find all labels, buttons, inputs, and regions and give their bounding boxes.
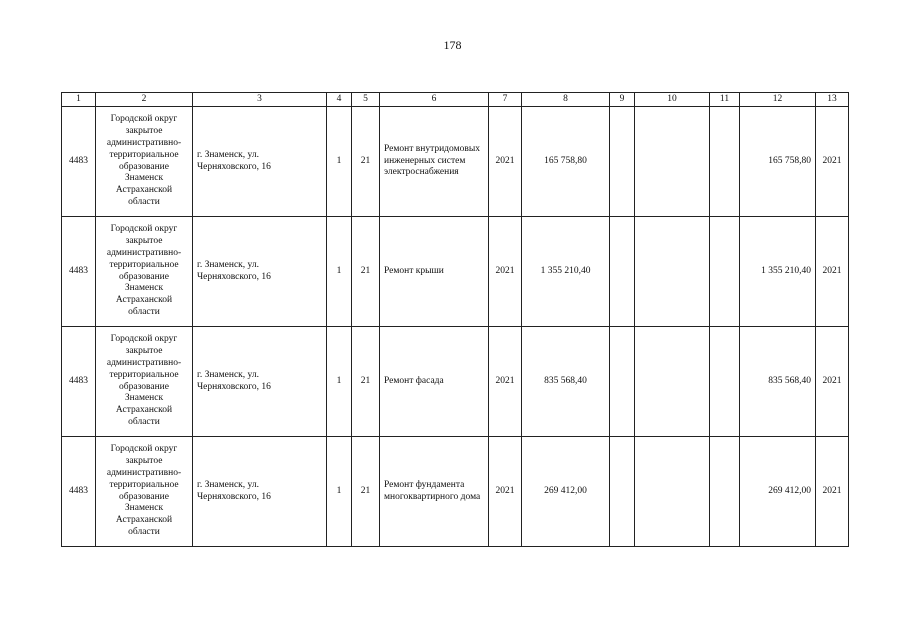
work-type-cell: Ремонт фундамента многоквартирного дома (380, 437, 489, 547)
cost-cell: 835 568,40 (522, 327, 610, 437)
year-end-cell: 2021 (816, 107, 849, 217)
address-cell: г. Знаменск, ул. Черняховского, 16 (193, 327, 327, 437)
work-type-cell: Ремонт внутридомовых инженерных систем электроснабжения (380, 107, 489, 217)
col11-cell (710, 437, 740, 547)
col4-cell: 1 (327, 437, 352, 547)
col11-cell (710, 217, 740, 327)
col10-cell (635, 437, 710, 547)
column-header: 5 (352, 93, 380, 107)
total-cell: 269 412,00 (740, 437, 816, 547)
municipality-cell: Городской округ закрытое административно-территориальное образование Знаменск Астраханской области (96, 107, 193, 217)
year-end-cell: 2021 (816, 327, 849, 437)
total-cell: 165 758,80 (740, 107, 816, 217)
municipality-cell: Городской округ закрытое административно-территориальное образование Знаменск Астраханской области (96, 217, 193, 327)
row-id-cell: 4483 (62, 217, 96, 327)
address-cell: г. Знаменск, ул. Черняховского, 16 (193, 107, 327, 217)
column-header: 13 (816, 93, 849, 107)
col4-cell: 1 (327, 217, 352, 327)
municipality-cell: Городской округ закрытое административно-территориальное образование Знаменск Астраханской области (96, 437, 193, 547)
col4-cell: 1 (327, 327, 352, 437)
row-id-cell: 4483 (62, 107, 96, 217)
column-header: 8 (522, 93, 610, 107)
col9-cell (610, 437, 635, 547)
col11-cell (710, 327, 740, 437)
col9-cell (610, 327, 635, 437)
table-row (62, 327, 849, 437)
column-header: 1 (62, 93, 96, 107)
work-type-cell: Ремонт фасада (380, 327, 489, 437)
column-header: 10 (635, 93, 710, 107)
year-cell: 2021 (489, 217, 522, 327)
address-cell: г. Знаменск, ул. Черняховского, 16 (193, 437, 327, 547)
column-header: 9 (610, 93, 635, 107)
row-id-cell: 4483 (62, 327, 96, 437)
page-number: 178 (443, 38, 462, 52)
col9-cell (610, 217, 635, 327)
column-header: 3 (193, 93, 327, 107)
year-cell: 2021 (489, 107, 522, 217)
col4-cell: 1 (327, 107, 352, 217)
municipality-cell: Городской округ закрытое административно-территориальное образование Знаменск Астраханской области (96, 327, 193, 437)
col5-cell: 21 (352, 107, 380, 217)
col10-cell (635, 327, 710, 437)
table-row (62, 107, 849, 217)
col9-cell (610, 107, 635, 217)
table-row (62, 437, 849, 547)
col5-cell: 21 (352, 217, 380, 327)
year-cell: 2021 (489, 327, 522, 437)
col11-cell (710, 107, 740, 217)
year-end-cell: 2021 (816, 217, 849, 327)
total-cell: 835 568,40 (740, 327, 816, 437)
registry-table (61, 92, 849, 547)
col10-cell (635, 107, 710, 217)
col10-cell (635, 217, 710, 327)
column-header: 11 (710, 93, 740, 107)
row-id-cell: 4483 (62, 437, 96, 547)
column-header: 6 (380, 93, 489, 107)
column-header: 2 (96, 93, 193, 107)
col5-cell: 21 (352, 437, 380, 547)
table-row (62, 217, 849, 327)
address-cell: г. Знаменск, ул. Черняховского, 16 (193, 217, 327, 327)
work-type-cell: Ремонт крыши (380, 217, 489, 327)
cost-cell: 165 758,80 (522, 107, 610, 217)
column-header: 12 (740, 93, 816, 107)
total-cell: 1 355 210,40 (740, 217, 816, 327)
cost-cell: 1 355 210,40 (522, 217, 610, 327)
column-header: 7 (489, 93, 522, 107)
year-cell: 2021 (489, 437, 522, 547)
year-end-cell: 2021 (816, 437, 849, 547)
column-header: 4 (327, 93, 352, 107)
col5-cell: 21 (352, 327, 380, 437)
table-header-row (62, 93, 849, 107)
cost-cell: 269 412,00 (522, 437, 610, 547)
